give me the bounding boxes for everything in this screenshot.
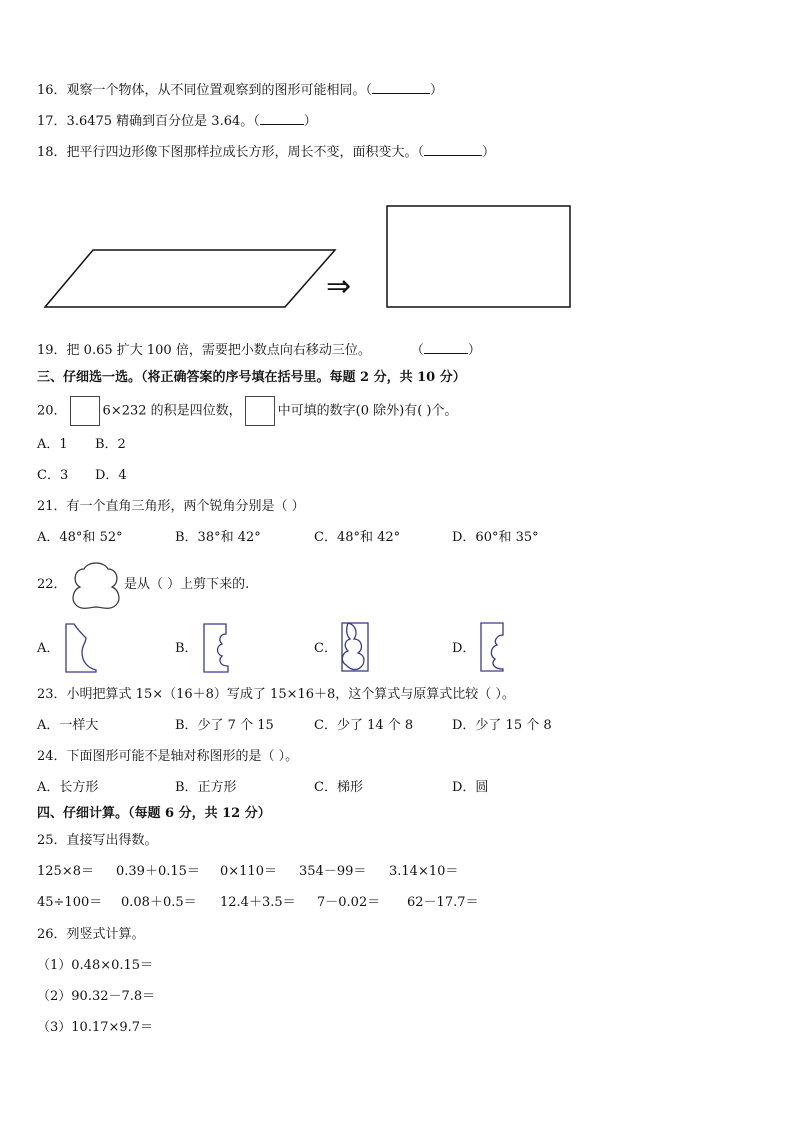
q18-close: ） — [482, 145, 496, 160]
q23-option-d[interactable]: D．少了 15 个 8 — [452, 718, 552, 733]
q22-text: 是从（ ）上剪下来的. — [124, 577, 250, 592]
q20-option-b[interactable]: B．2 — [95, 437, 126, 452]
section-4-heading: 四、仔细计算。（每题 6 分，共 12 分） — [37, 806, 271, 821]
question-16 — [37, 82, 443, 100]
q19-text: 19．把 0.65 扩大 100 倍，需要把小数点向右移动三位。 — [37, 343, 371, 358]
q22-option-b[interactable]: B． — [175, 641, 198, 656]
question-25: 25．直接写出得数。 — [37, 833, 158, 848]
section-3-heading: 三、仔细选一选。（将正确答案的序号填在括号里。每题 2 分，共 10 分） — [37, 370, 466, 385]
calc-item: 12.4＋3.5＝ — [220, 895, 296, 910]
clover-shape-icon — [66, 555, 126, 615]
digit-box[interactable] — [245, 396, 275, 426]
q20-part1: 6×232 的积是四位数， — [102, 403, 242, 419]
q22-num: 22． — [37, 577, 67, 592]
question-26: 26．列竖式计算。 — [37, 927, 145, 942]
vertical-calc-item: （1）0.48×0.15＝ — [37, 958, 154, 973]
calc-item: 0×110＝ — [220, 864, 277, 879]
double-arrow-icon: ⇒ — [326, 269, 352, 304]
q23-option-c[interactable]: C．少了 14 个 8 — [314, 718, 414, 733]
q24-option-d[interactable]: D．圆 — [452, 780, 489, 795]
folded-paper-d-icon — [477, 621, 517, 673]
folded-paper-a-icon — [60, 622, 100, 674]
q23-option-a[interactable]: A．一样大 — [37, 718, 99, 733]
calc-item: 7－0.02＝ — [317, 895, 381, 910]
calc-item: 62－17.7＝ — [407, 895, 479, 910]
digit-box[interactable] — [70, 396, 100, 426]
q24-option-b[interactable]: B．正方形 — [175, 780, 237, 795]
vertical-calc-item: （2）90.32－7.8＝ — [37, 989, 156, 1004]
q21-option-c[interactable]: C．48°和 42° — [314, 530, 401, 545]
q21-option-a[interactable]: A．48°和 52° — [37, 530, 123, 545]
calc-item: 0.08＋0.5＝ — [121, 895, 197, 910]
folded-paper-c-icon — [338, 621, 378, 673]
q24-option-a[interactable]: A．长方形 — [37, 780, 99, 795]
q24-option-c[interactable]: C．梯形 — [314, 780, 363, 795]
q17-text: 17．3.6475 精确到百分位是 3.64。（ — [37, 114, 260, 129]
q23-option-b[interactable]: B．少了 7 个 15 — [175, 718, 274, 733]
rectangle-shape — [387, 206, 570, 307]
question-18 — [37, 144, 495, 162]
q21-option-d[interactable]: D．60°和 35° — [452, 530, 539, 545]
q20-option-a[interactable]: A．1 — [37, 437, 68, 452]
q19-open: （ — [410, 343, 424, 358]
q21-option-b[interactable]: B．38°和 42° — [175, 530, 261, 545]
calc-item: 354－99＝ — [299, 864, 367, 879]
q17-close: ） — [303, 114, 317, 129]
q16-text: 16．观察一个物体，从不同位置观察到的图形可能相同。（ — [37, 83, 373, 98]
calc-item: 3.14×10＝ — [389, 864, 459, 879]
question-21: 21．有一个直角三角形，两个锐角分别是（ ） — [37, 499, 305, 514]
question-20 — [37, 396, 457, 427]
answer-blank-19[interactable] — [424, 353, 468, 354]
q20-num: 20． — [37, 403, 67, 419]
calc-item: 0.39＋0.15＝ — [116, 864, 200, 879]
q16-close: ） — [430, 83, 444, 98]
q22-option-d[interactable]: D． — [452, 641, 476, 656]
q22-option-a[interactable]: A． — [37, 641, 60, 656]
q20-option-d[interactable]: D．4 — [95, 468, 127, 483]
vertical-calc-item: （3）10.17×9.7＝ — [37, 1020, 154, 1035]
calc-item: 125×8＝ — [37, 864, 94, 879]
question-17 — [37, 113, 317, 131]
question-24: 24．下面图形可能不是轴对称图形的是（ ）。 — [37, 749, 299, 764]
question-19 — [37, 342, 481, 360]
q19-close: ） — [467, 343, 481, 358]
parallelogram-to-rectangle-figure — [0, 195, 794, 325]
calc-item: 45÷100＝ — [37, 895, 103, 910]
answer-blank-17[interactable] — [260, 124, 304, 125]
answer-blank-16[interactable] — [372, 93, 430, 94]
q18-text: 18．把平行四边形像下图那样拉成长方形，周长不变，面积变大。（ — [37, 145, 425, 160]
parallelogram-shape — [45, 250, 335, 307]
q22-option-c[interactable]: C． — [314, 641, 337, 656]
q20-option-c[interactable]: C．3 — [37, 468, 69, 483]
folded-paper-b-icon — [200, 622, 240, 674]
answer-blank-18[interactable] — [424, 155, 482, 156]
q20-part2: 中可填的数字(0 除外)有( )个。 — [277, 403, 458, 419]
question-23: 23．小明把算式 15×（16＋8）写成了 15×16＋8，这个算式与原算式比较（ ）。 — [37, 687, 515, 702]
